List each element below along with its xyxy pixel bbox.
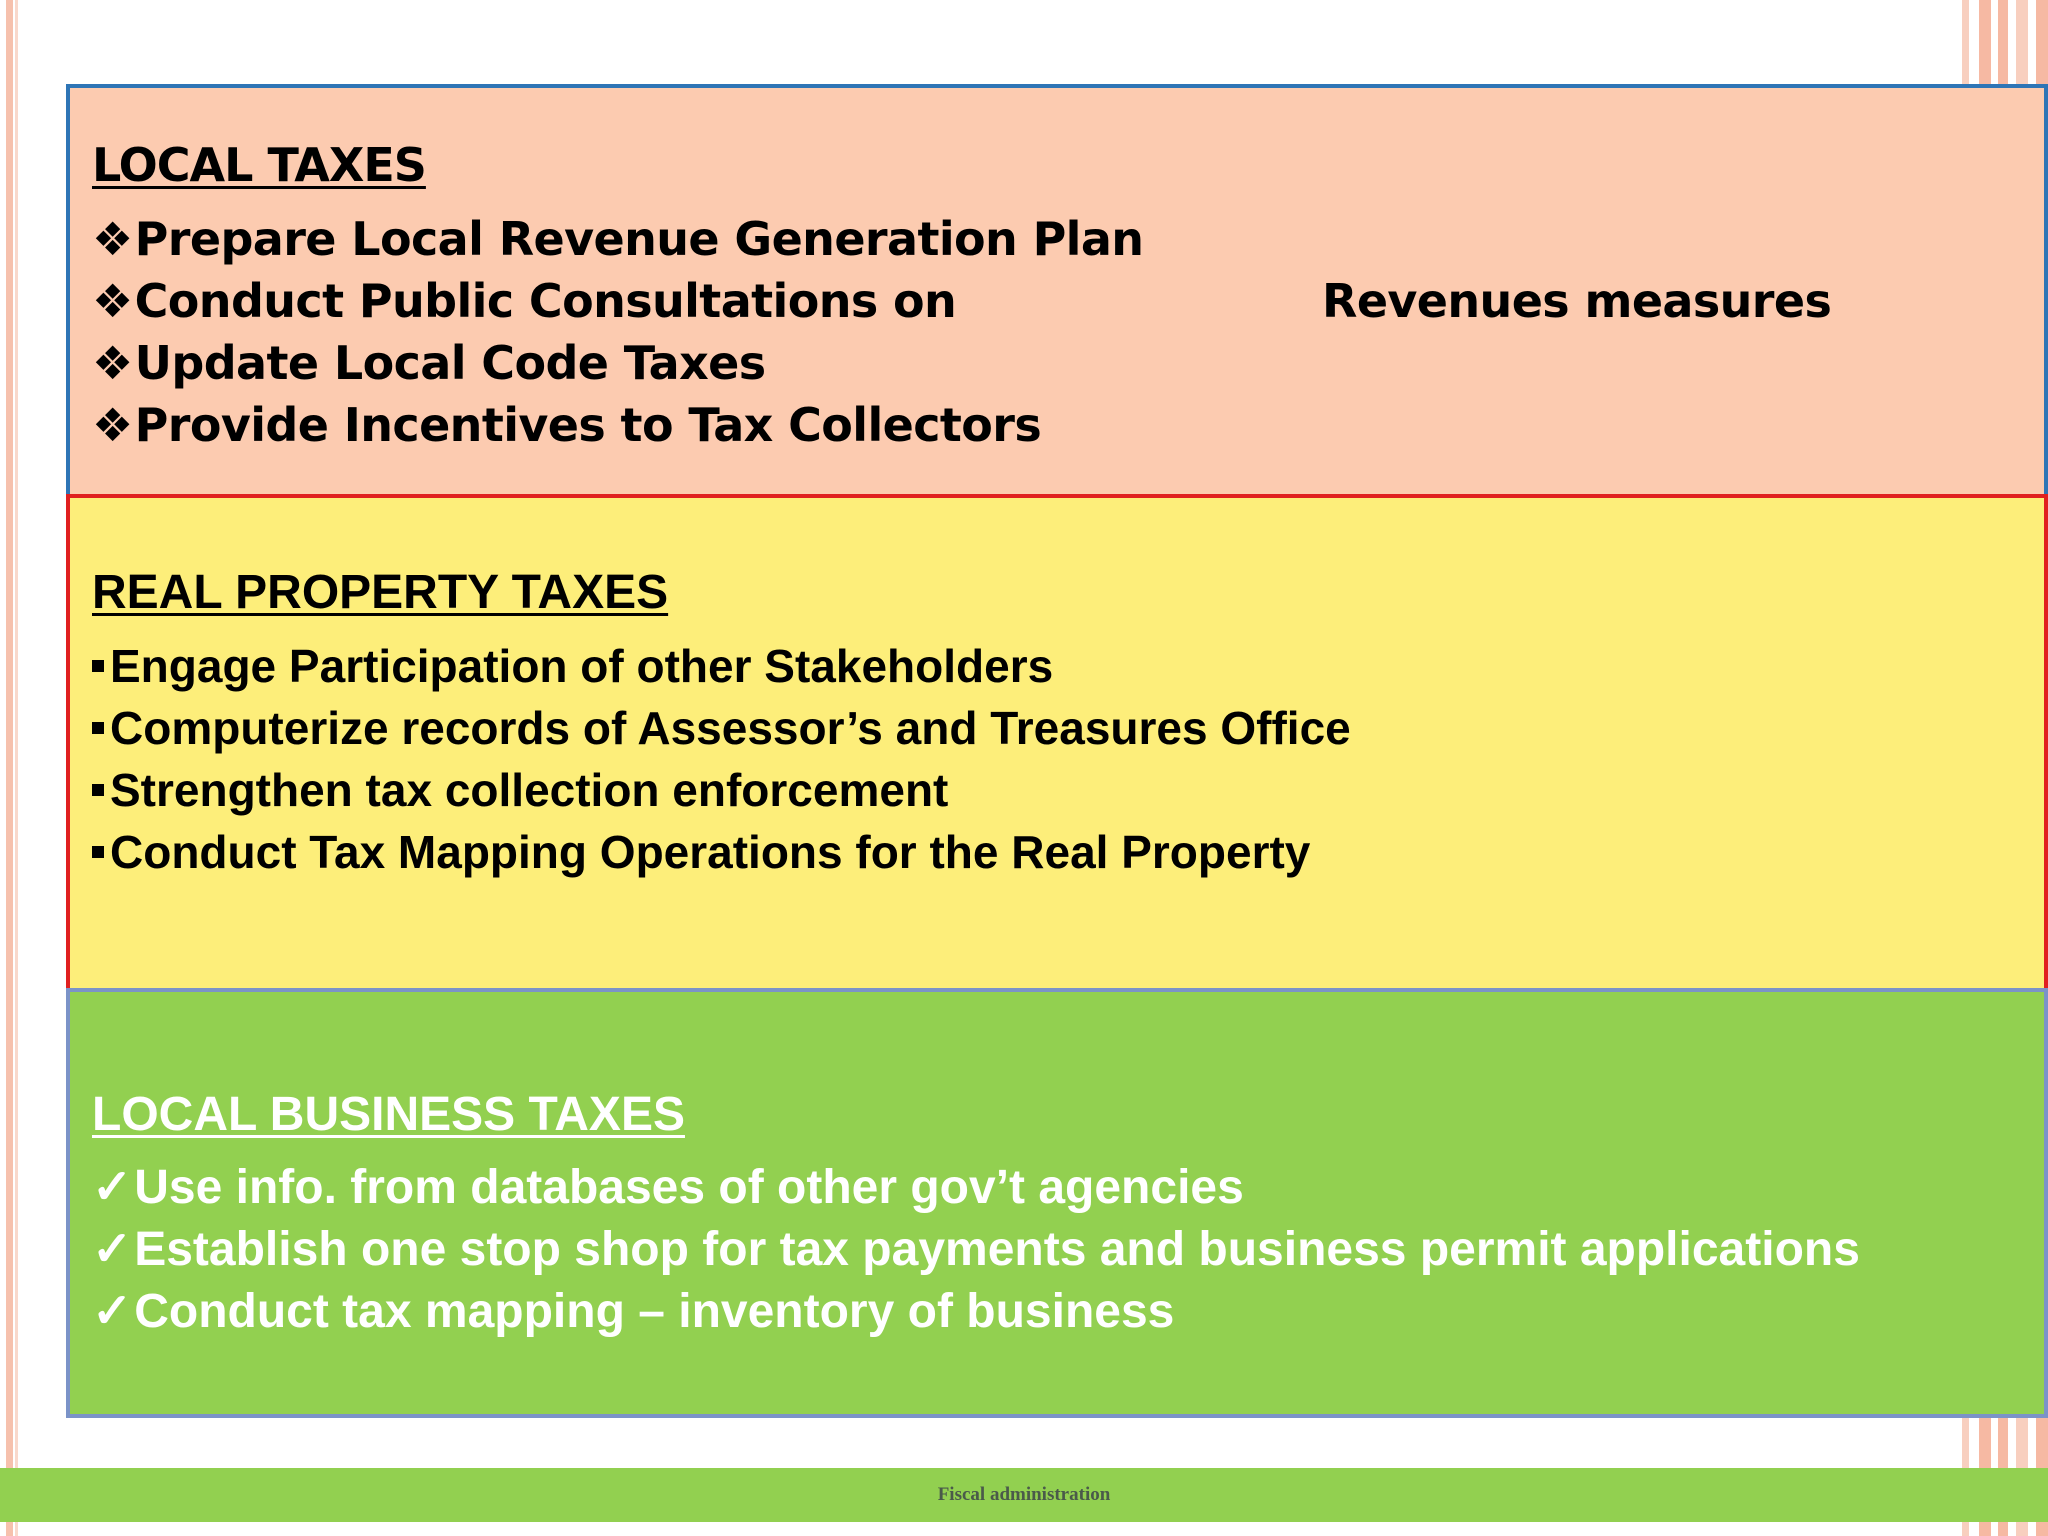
real-property-item-text: Engage Participation of other Stakeholders xyxy=(110,640,1054,692)
left-decorative-stripes xyxy=(0,0,22,1536)
local-taxes-content xyxy=(92,134,2024,456)
left-stripe xyxy=(6,0,13,1536)
local-business-heading: LOCAL BUSINESS TAXES xyxy=(92,1088,685,1141)
diamond-four-icon: ❖ xyxy=(92,212,133,266)
diamond-four-icon: ❖ xyxy=(92,336,133,390)
real-property-heading: REAL PROPERTY TAXES xyxy=(92,566,669,619)
real-property-taxes-panel xyxy=(66,494,2048,990)
local-business-content xyxy=(92,1084,2024,1343)
checkmark-icon: ✓ xyxy=(92,1285,133,1338)
local-taxes-item xyxy=(92,270,2024,332)
square-bullet-icon xyxy=(92,660,104,672)
local-taxes-item-text: Update Local Code Taxes xyxy=(134,336,766,390)
local-business-item xyxy=(92,1157,2024,1219)
real-property-content xyxy=(92,562,2024,883)
local-taxes-heading: LOCAL TAXES xyxy=(92,138,426,192)
local-business-item-text: Conduct tax mapping – inventory of business xyxy=(134,1285,1175,1338)
left-stripe xyxy=(15,0,18,1536)
real-property-item xyxy=(92,635,2024,697)
real-property-item xyxy=(92,821,2024,883)
local-taxes-item xyxy=(92,208,2024,270)
checkmark-icon: ✓ xyxy=(92,1223,133,1276)
local-taxes-item xyxy=(92,394,2024,456)
slide-footer xyxy=(0,1468,2048,1522)
square-bullet-icon xyxy=(92,722,104,734)
real-property-item-text: Conduct Tax Mapping Operations for the Real Property xyxy=(110,826,1311,878)
footer-text: Fiscal administration xyxy=(937,1484,1111,1505)
real-property-item xyxy=(92,759,2024,821)
local-taxes-item-text: Conduct Public Consultations on xyxy=(134,274,957,328)
local-taxes-item-right-text: Revenues measures xyxy=(1322,274,1832,328)
local-taxes-item-text: Provide Incentives to Tax Collectors xyxy=(134,398,1042,452)
square-bullet-icon xyxy=(92,846,104,858)
local-business-item-text: Use info. from databases of other gov’t agencies xyxy=(134,1161,1244,1214)
local-taxes-item xyxy=(92,332,2024,394)
diamond-four-icon: ❖ xyxy=(92,274,133,328)
real-property-item-text: Computerize records of Assessor’s and Treasures Office xyxy=(110,702,1351,754)
diamond-four-icon: ❖ xyxy=(92,398,133,452)
checkmark-icon: ✓ xyxy=(92,1161,133,1214)
square-bullet-icon xyxy=(92,784,104,796)
local-business-item-text: Establish one stop shop for tax payments and business permit applications xyxy=(134,1223,1860,1276)
local-taxes-panel xyxy=(66,84,2048,496)
local-business-item xyxy=(92,1281,2024,1343)
local-business-item xyxy=(92,1219,2024,1281)
real-property-item xyxy=(92,697,2024,759)
local-business-taxes-panel xyxy=(66,988,2048,1418)
local-taxes-item-text: Prepare Local Revenue Generation Plan xyxy=(134,212,1144,266)
real-property-item-text: Strengthen tax collection enforcement xyxy=(110,764,949,816)
